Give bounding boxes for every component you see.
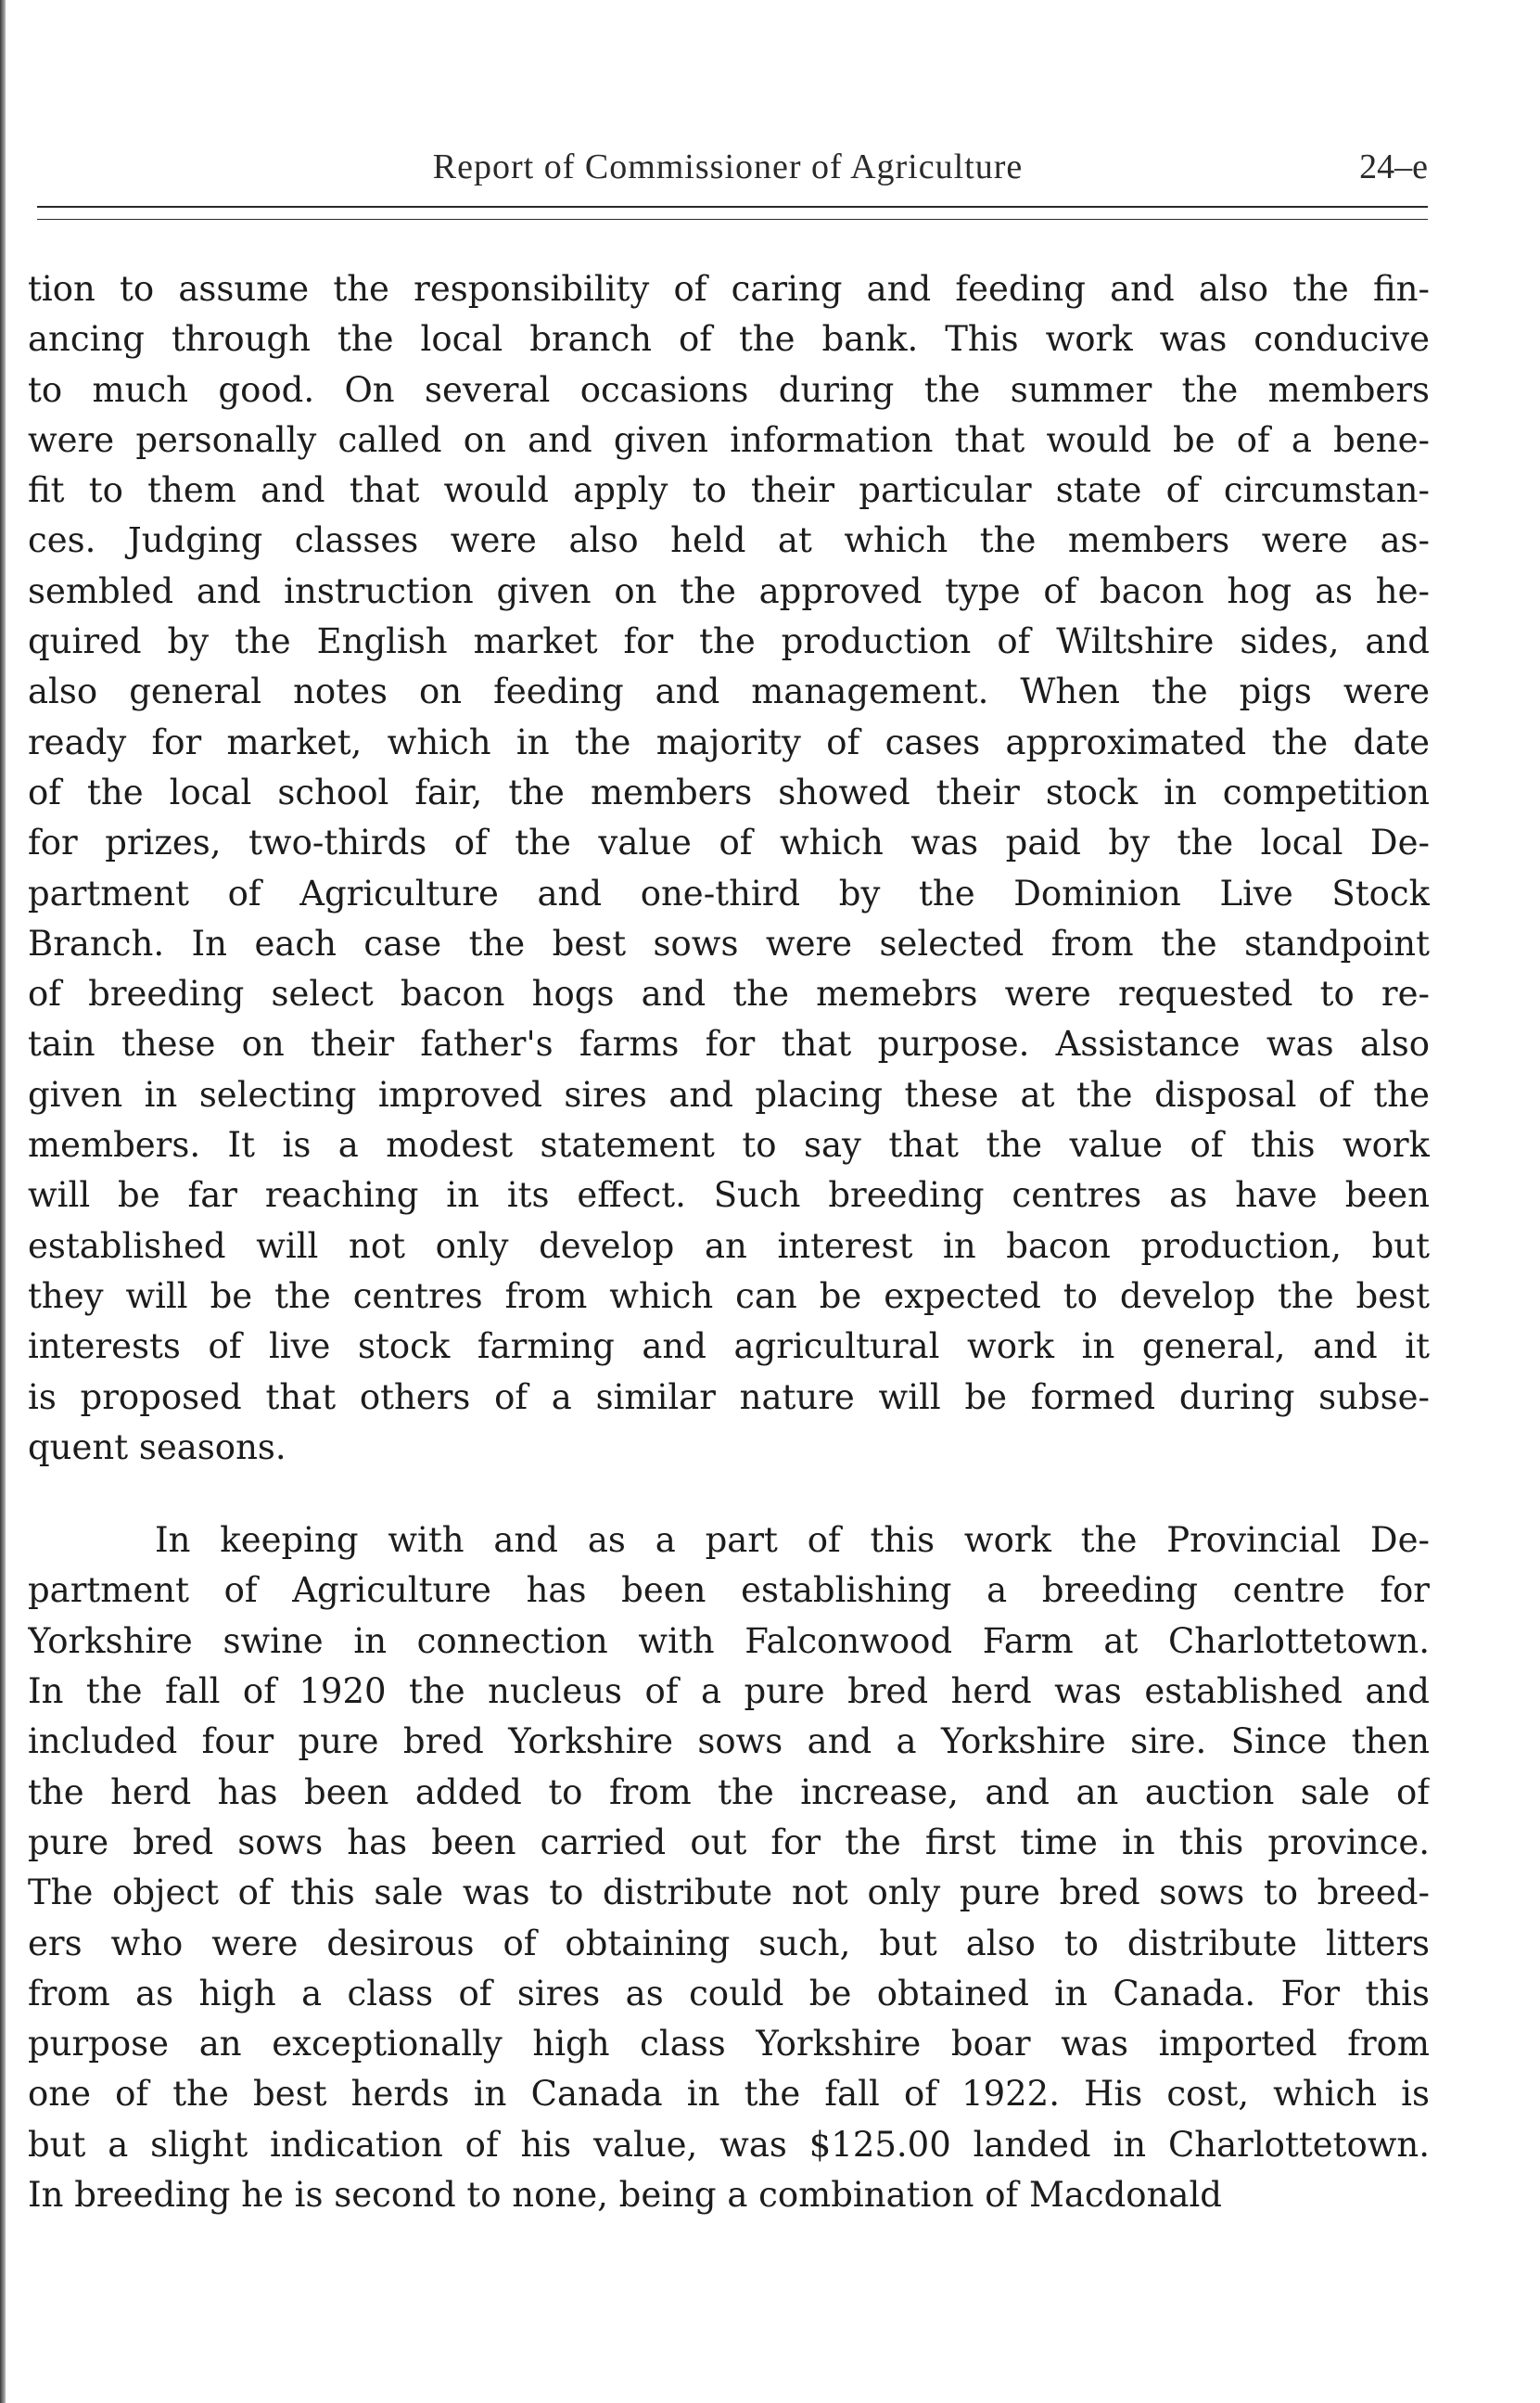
text-line: In keeping with and as a part of this work the Provincial De- <box>155 1520 1430 1561</box>
text-line: established will not only develop an interest in bacon production, but <box>28 1225 1430 1266</box>
body-text <box>28 264 1430 2220</box>
text-line: partment of Agriculture and one-third by the Dominion Live Stock <box>28 873 1430 914</box>
text-line: The object of this sale was to distribute not only pure bred sows to breed- <box>28 1873 1430 1913</box>
text-line: included four pure bred Yorkshire sows and a Yorkshire sire. Since then <box>28 1721 1430 1762</box>
text-line: for prizes, two-thirds of the value of which was paid by the local De- <box>28 823 1430 863</box>
text-line: given in selecting improved sires and placing these at the disposal of the <box>28 1074 1430 1115</box>
page-number: 24–e <box>1359 147 1428 186</box>
text-line: quent seasons. <box>28 1426 286 1467</box>
text-line: Yorkshire swine in connection with Falconwood Farm at Charlottetown. <box>28 1620 1430 1661</box>
text-line: of the local school fair, the members showed their stock in competition <box>28 772 1430 812</box>
text-line: to much good. On several occasions during the summer the members <box>28 369 1430 410</box>
text-line: Branch. In each case the best sows were selected from the standpoint <box>28 923 1430 964</box>
text-line: from as high a class of sires as could be obtained in Canada. For this <box>28 1973 1430 2013</box>
page-header <box>28 139 1428 195</box>
paragraph-gap <box>28 1473 1430 1515</box>
text-line: ces. Judging classes were also held at which the members were as- <box>28 520 1430 561</box>
text-line: purpose an exceptionally high class Yorkshire boar was imported from <box>28 2024 1430 2064</box>
text-line: is proposed that others of a similar nature will be formed during subse- <box>28 1376 1430 1417</box>
text-line: ers who were desirous of obtaining such, but also to distribute litters <box>28 1923 1430 1963</box>
text-line: sembled and instruction given on the approved type of bacon hog as he- <box>28 570 1430 611</box>
text-line: ready for market, which in the majority of cases approximated the date <box>28 722 1430 762</box>
text-line: fit to them and that would apply to their particular state of circumstan- <box>28 470 1430 511</box>
text-line: will be far reaching in its effect. Such breeding centres as have been <box>28 1175 1430 1216</box>
text-line: ancing through the local branch of the bank. This work was conducive <box>28 319 1430 360</box>
text-line: interests of live stock farming and agricultural work in general, and it <box>28 1326 1430 1367</box>
text-line: members. It is a modest statement to say that the value of this work <box>28 1125 1430 1166</box>
text-line: also general notes on feeding and management. When the pigs were <box>28 671 1430 712</box>
text-line: they will be the centres from which can be expected to develop the best <box>28 1275 1430 1316</box>
header-rule-top <box>37 206 1428 208</box>
paragraph-2 <box>28 1515 1430 2220</box>
text-line: were personally called on and given information that would be of a bene- <box>28 419 1430 460</box>
header-rule-bottom <box>37 219 1428 220</box>
text-line: tain these on their father's farms for that purpose. Assistance was also <box>28 1024 1430 1065</box>
text-line: tion to assume the responsibility of caring and feeding and also the fin- <box>28 269 1430 309</box>
text-line: of breeding select bacon hogs and the memebrs were requested to re- <box>28 974 1430 1015</box>
text-line: one of the best herds in Canada in the fall of 1922. His cost, which is <box>28 2074 1430 2115</box>
text-line: partment of Agriculture has been establishing a breeding centre for <box>28 1570 1430 1611</box>
page-binding-edge <box>0 0 6 2403</box>
text-line: In the fall of 1920 the nucleus of a pure bred herd was established and <box>28 1671 1430 1712</box>
text-line: In breeding he is second to none, being a combination of Macdonald <box>28 2174 1222 2215</box>
text-line: the herd has been added to from the increase, and an auction sale of <box>28 1771 1430 1812</box>
text-line: pure bred sows has been carried out for the first time in this province. <box>28 1821 1430 1862</box>
running-head: Report of Commissioner of Agriculture <box>432 147 1024 186</box>
paragraph-1 <box>28 264 1430 1473</box>
text-line: but a slight indication of his value, was $125.00 landed in Charlottetown. <box>28 2124 1430 2165</box>
text-line: quired by the English market for the production of Wiltshire sides, and <box>28 621 1430 662</box>
